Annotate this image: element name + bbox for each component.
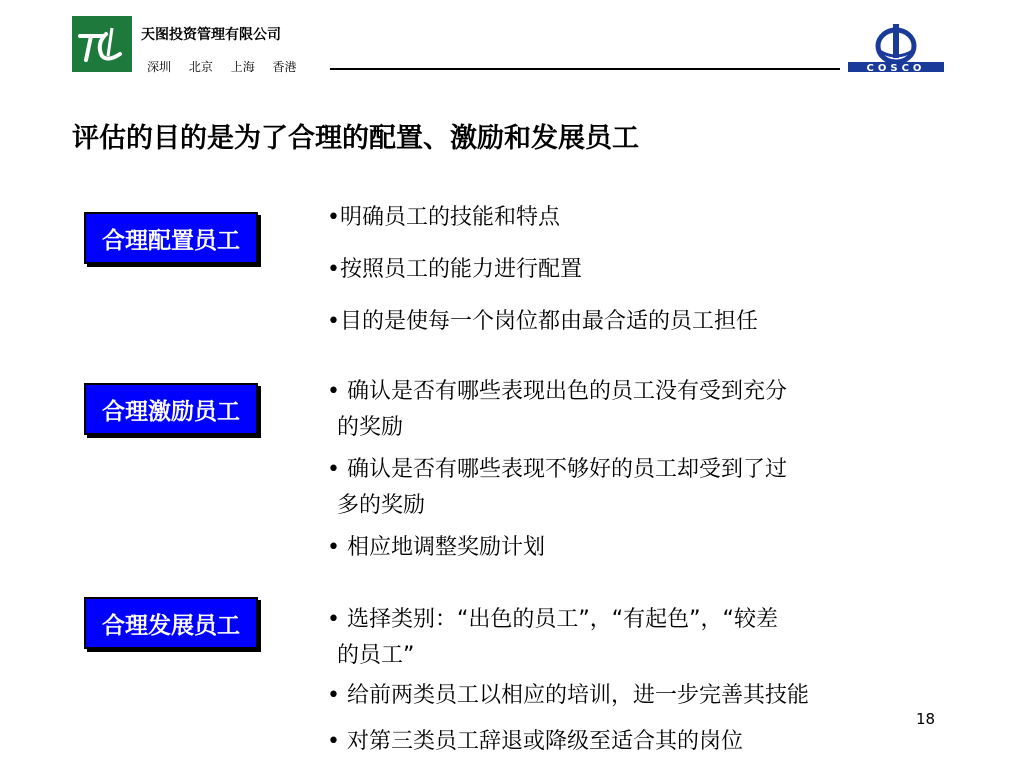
svg-text:COSCO: COSCO: [866, 63, 926, 74]
list-item: [327, 374, 787, 446]
section-label-incentive: 合理激励员工: [84, 383, 258, 435]
list-item-line: 的员工”: [337, 643, 415, 668]
list-item-line: 多的奖励: [337, 493, 426, 518]
section-label-allocation: 合理配置员工: [84, 212, 258, 264]
list-item: •明确员工的技能和特点: [327, 205, 560, 230]
list-item: [327, 602, 778, 674]
list-item: •按照员工的能力进行配置: [327, 257, 582, 282]
list-item: • 对第三类员工辞退或降级至适合其的岗位: [327, 729, 743, 754]
city-item: 上海: [230, 60, 255, 74]
cosco-logo-icon: [844, 22, 950, 78]
company-name: 天图投资管理有限公司: [141, 27, 281, 43]
page-number: 18: [916, 710, 936, 728]
city-list: [147, 58, 311, 75]
city-item: 北京: [188, 60, 213, 74]
list-item-line: • 确认是否有哪些表现出色的员工没有受到充分: [327, 379, 787, 404]
section-label-development: 合理发展员工: [84, 597, 258, 649]
list-item: • 给前两类员工以相应的培训，进一步完善其技能: [327, 683, 809, 708]
list-item: •目的是使每一个岗位都由最合适的员工担任: [327, 309, 758, 334]
list-item-line: 的奖励: [337, 415, 404, 440]
header-divider: [330, 68, 840, 70]
city-item: 香港: [272, 60, 297, 74]
list-item: • 相应地调整奖励计划: [327, 535, 545, 560]
city-item: 深圳: [147, 60, 172, 74]
page-title: 评估的目的是为了合理的配置、激励和发展员工: [72, 123, 639, 154]
list-item: [327, 452, 787, 524]
tiantu-logo-icon: [72, 16, 132, 72]
list-item-line: • 确认是否有哪些表现不够好的员工却受到了过: [327, 457, 787, 482]
list-item-line: • 选择类别：“出色的员工”，“有起色”，“较差: [327, 607, 778, 632]
